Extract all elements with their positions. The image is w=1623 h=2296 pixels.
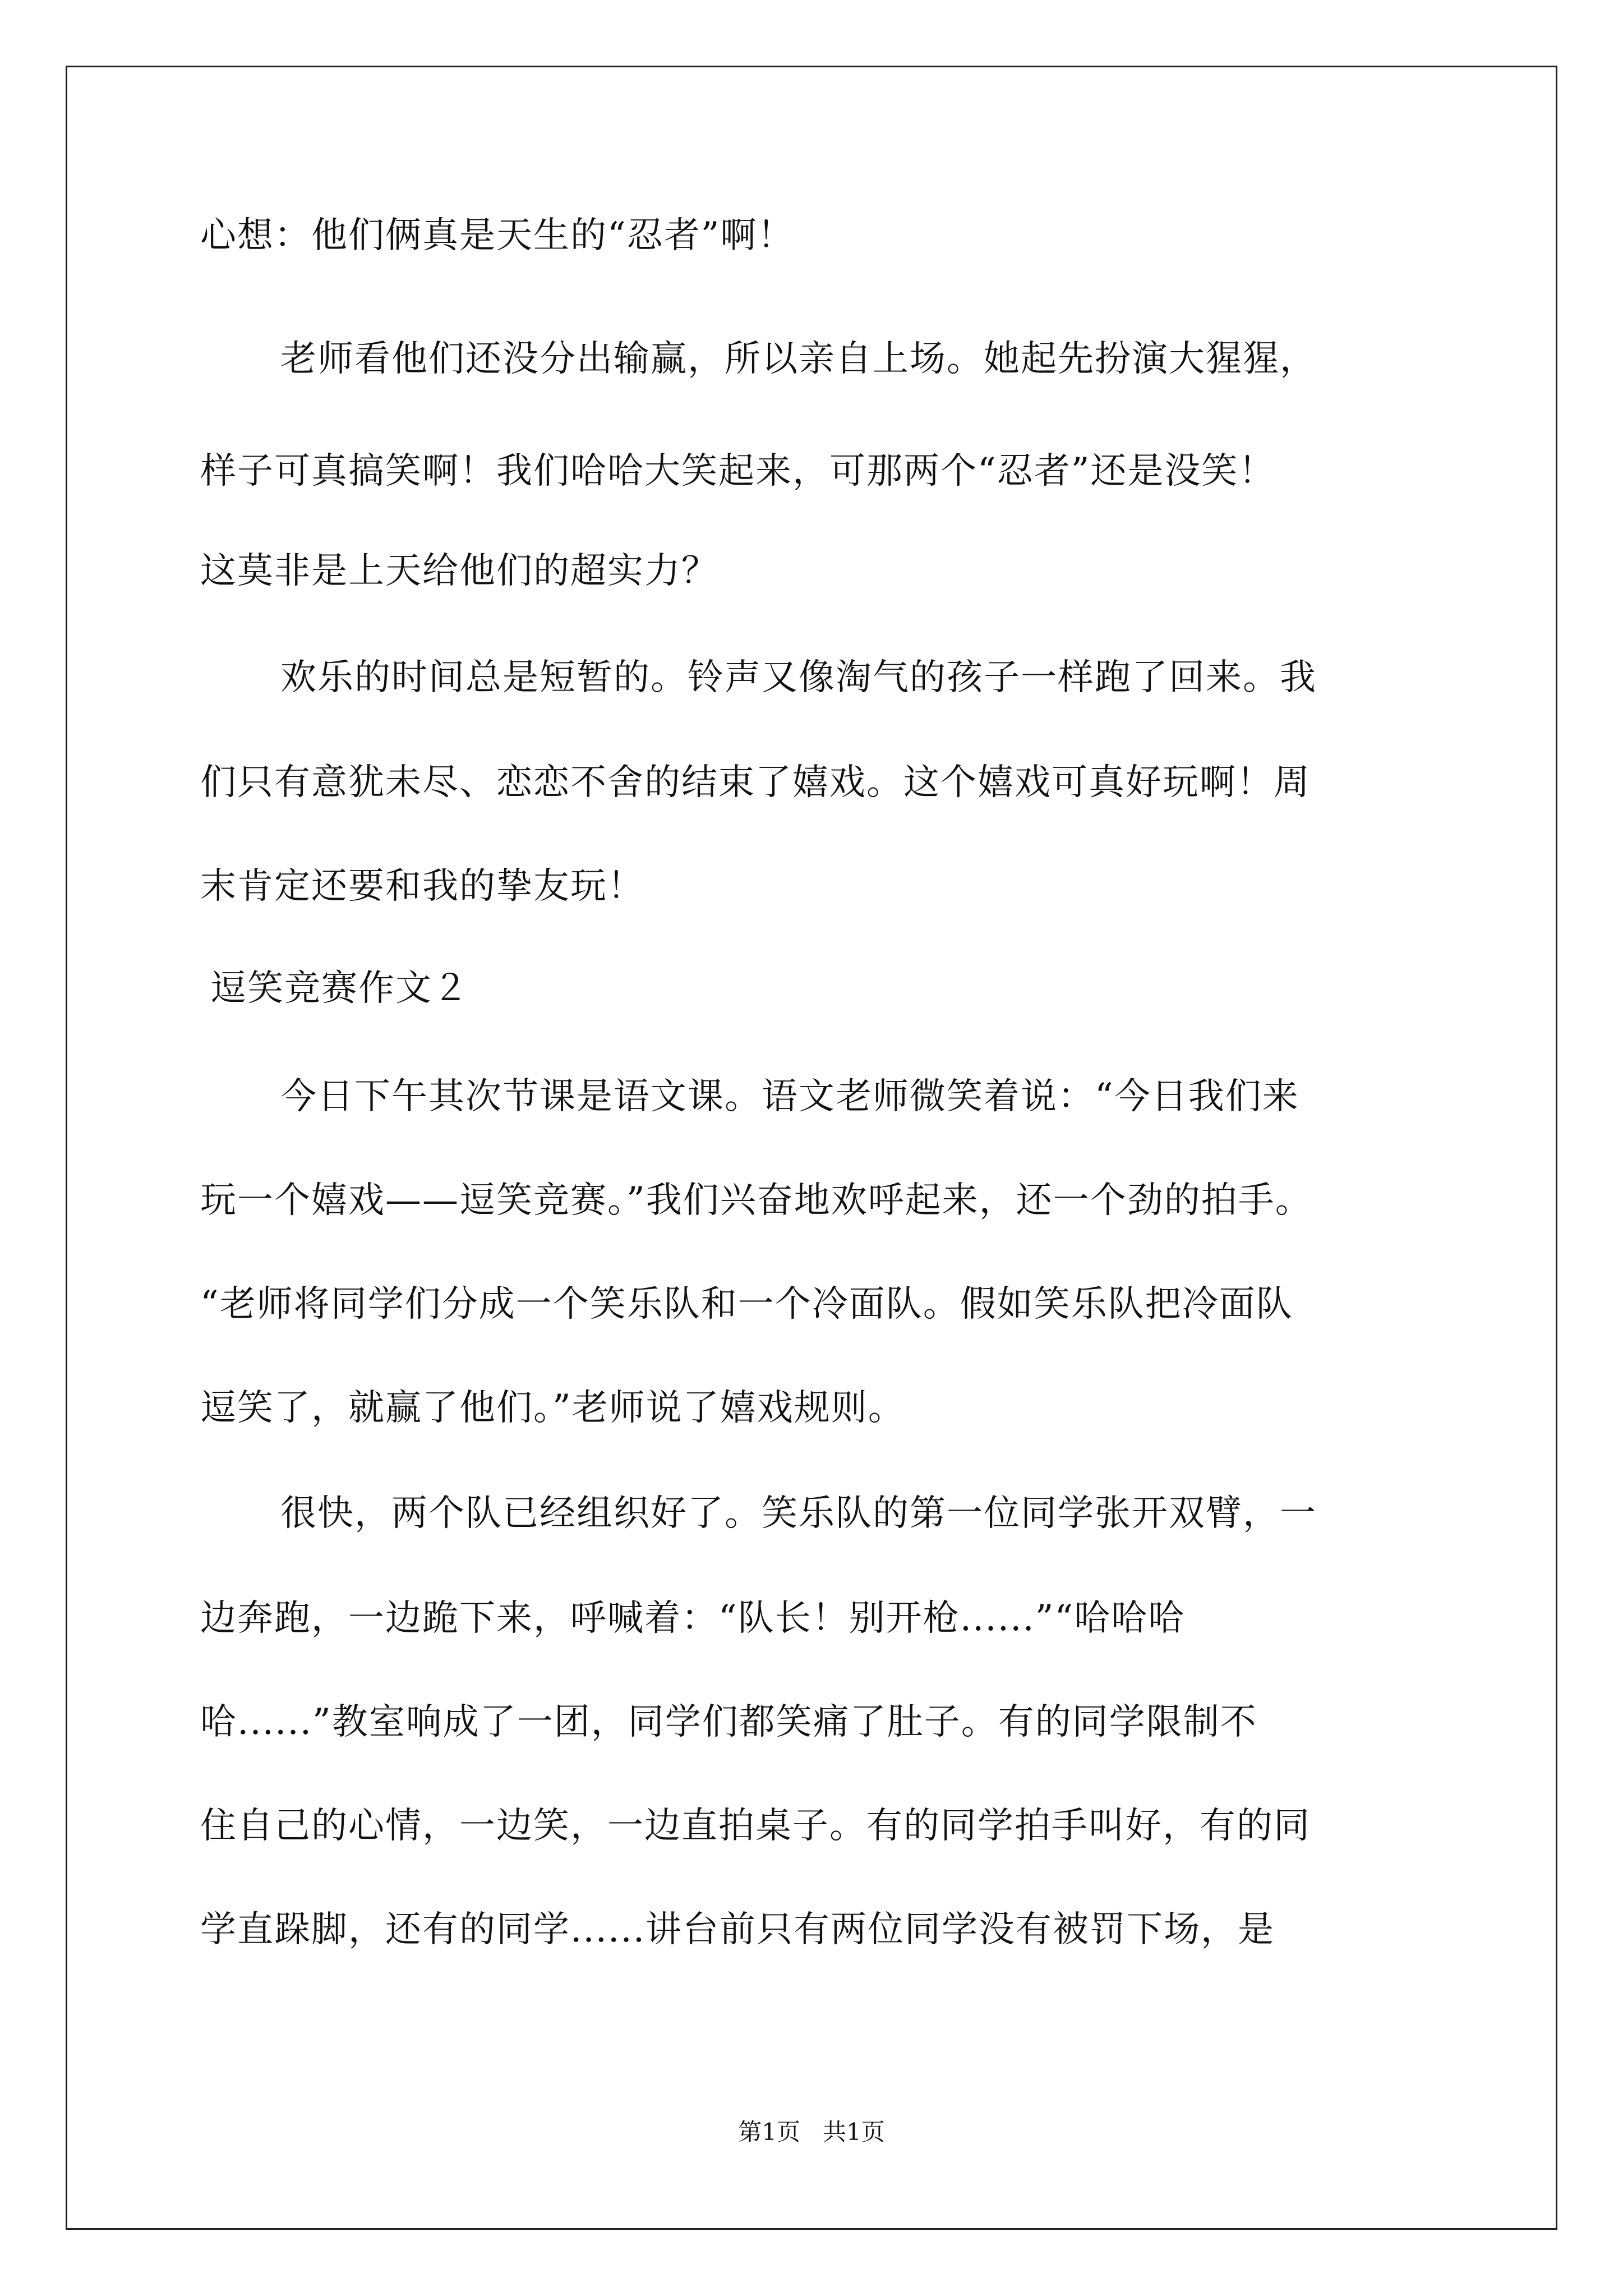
- text-line: 学直跺脚，还有的同学......讲台前只有两位同学没有被罚下场，是: [200, 1909, 1275, 1950]
- text-line: 这莫非是上天给他们的超实力？: [200, 550, 718, 592]
- section-heading: 逗笑竞赛作文２: [210, 968, 469, 1009]
- text-line: “老师将同学们分成一个笑乐队和一个冷面队。假如笑乐队把冷面队: [200, 1283, 1293, 1325]
- paragraph-first-line: 欢乐的时间总是短暂的。铃声又像淘气的孩子一样跑了回来。我: [280, 657, 1317, 698]
- text-line: 样子可真搞笑啊！我们哈哈大笑起来，可那两个“忍者”还是没笑！: [200, 450, 1276, 492]
- paragraph-first-line: 很快，两个队已经组织好了。笑乐队的第一位同学张开双臂，一: [280, 1493, 1317, 1534]
- text-line: 逗笑了，就赢了他们。”老师说了嬉戏规则。: [200, 1387, 905, 1429]
- text-line: 住自己的心情，一边笑，一边直拍桌子。有的同学拍手叫好，有的同: [200, 1805, 1311, 1847]
- text-line: 末肯定还要和我的挚友玩！: [200, 866, 644, 907]
- page-border: [66, 66, 1557, 2230]
- paragraph-first-line: 今日下午其次节课是语文课。语文老师微笑着说：“今日我们来: [280, 1076, 1299, 1117]
- text-line: 们只有意犹未尽、恋恋不舍的结束了嬉戏。这个嬉戏可真好玩啊！周: [200, 762, 1311, 803]
- paragraph-first-line: 老师看他们还没分出输赢，所以亲自上场。她起先扮演大猩猩，: [280, 338, 1317, 380]
- text-line: 心想：他们俩真是天生的“忍者”啊！: [200, 215, 795, 256]
- text-line: 哈......”教室响成了一团，同学们都笑痛了肚子。有的同学限制不: [200, 1701, 1257, 1743]
- text-line: 边奔跑，一边跪下来，呼喊着：“队长！别开枪......”“哈哈哈: [200, 1598, 1186, 1639]
- page-number-footer: 第1页 共1页: [738, 2118, 885, 2146]
- text-line: 玩一个嬉戏——逗笑竞赛。”我们兴奋地欢呼起来，还一个劲的拍手。: [200, 1180, 1312, 1221]
